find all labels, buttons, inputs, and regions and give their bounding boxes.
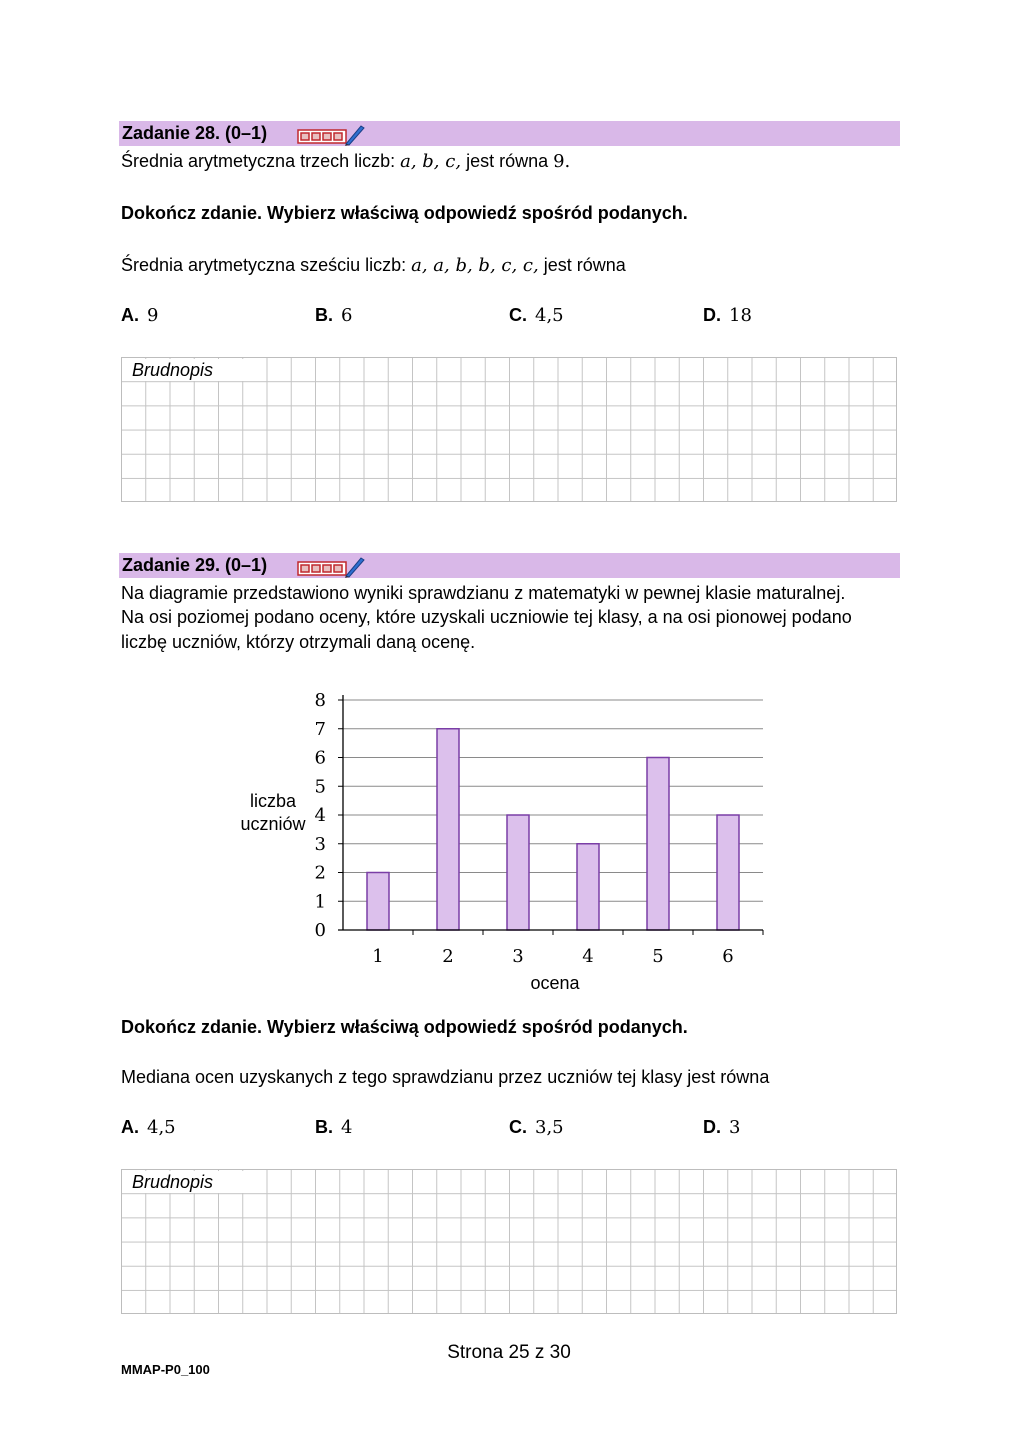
x-tick-label: 3	[512, 946, 524, 967]
task29-intro-line-3: liczbę uczniów, którzy otrzymali daną ocenę.	[121, 632, 476, 652]
task28-instruction: Dokończ zdanie. Wybierz właściwą odpowiedź spośród podanych.	[121, 203, 688, 223]
y-tick-label: 6	[314, 747, 326, 769]
x-tick-label: 2	[442, 946, 454, 967]
task29-option-b[interactable]: B. 4	[315, 1117, 353, 1138]
task28-intro: Średnia arytmetyczna trzech liczb: a, b, c, jest równa 9.	[121, 151, 571, 172]
draft-label: Brudnopis	[123, 359, 250, 381]
task29-option-d[interactable]: D. 3	[703, 1117, 741, 1138]
y-tick-label: 5	[314, 776, 326, 798]
bar	[717, 815, 739, 930]
x-tick-label: 4	[582, 946, 594, 967]
bar	[367, 873, 389, 931]
task29-option-a[interactable]: A. 4,5	[121, 1117, 176, 1138]
task28-title: Zadanie 28. (0–1)	[122, 123, 268, 143]
y-tick-label: 1	[314, 891, 326, 913]
page-number: Strona 25 z 30	[447, 1342, 571, 1363]
exam-code: MMAP-P0_100	[121, 1362, 210, 1377]
task29-intro-line-1: Na diagramie przedstawiono wyniki sprawdzianu z matematyki w pewnej klasie maturalnej.	[121, 583, 846, 603]
y-tick-label: 0	[314, 920, 326, 941]
y-tick-label: 7	[314, 718, 326, 740]
bar	[507, 815, 529, 930]
task28-question: Średnia arytmetyczna sześciu liczb: a, a, b, b, c, c, jest równa	[121, 255, 626, 276]
task28-option-a[interactable]: A. 9	[121, 305, 159, 326]
task29-option-c[interactable]: C. 3,5	[509, 1117, 564, 1138]
task29-intro-line-2: Na osi poziomej podano oceny, które uzyskali uczniowie tej klasy, a na osi pionowej podano	[121, 607, 852, 627]
chart-xlabel: ocena	[530, 973, 580, 993]
chart-ylabel-line-2: uczniów	[240, 814, 306, 834]
task29-draft-grid[interactable]	[121, 1169, 897, 1314]
x-tick-label: 1	[372, 946, 384, 967]
task29-question: Mediana ocen uzyskanych z tego sprawdzianu przez uczniów tej klasy jest równa	[121, 1067, 770, 1087]
task28-option-d[interactable]: D. 18	[703, 305, 752, 326]
y-tick-label: 8	[314, 690, 326, 711]
bar	[437, 729, 459, 930]
y-tick-label: 3	[314, 833, 326, 855]
task29-title: Zadanie 29. (0–1)	[122, 555, 268, 575]
y-tick-label: 4	[314, 805, 326, 826]
y-tick-label: 2	[314, 862, 326, 884]
task29-instruction: Dokończ zdanie. Wybierz właściwą odpowiedź spośród podanych.	[121, 1017, 688, 1037]
bar	[577, 844, 599, 930]
x-tick-label: 5	[652, 946, 664, 967]
task28-option-b[interactable]: B. 6	[315, 305, 353, 326]
x-tick-label: 6	[722, 946, 734, 967]
bar	[647, 758, 669, 931]
draft-label: Brudnopis	[123, 1171, 250, 1193]
chart-ylabel-line-1: liczba	[249, 791, 297, 811]
task28-option-c[interactable]: C. 4,5	[509, 305, 564, 326]
